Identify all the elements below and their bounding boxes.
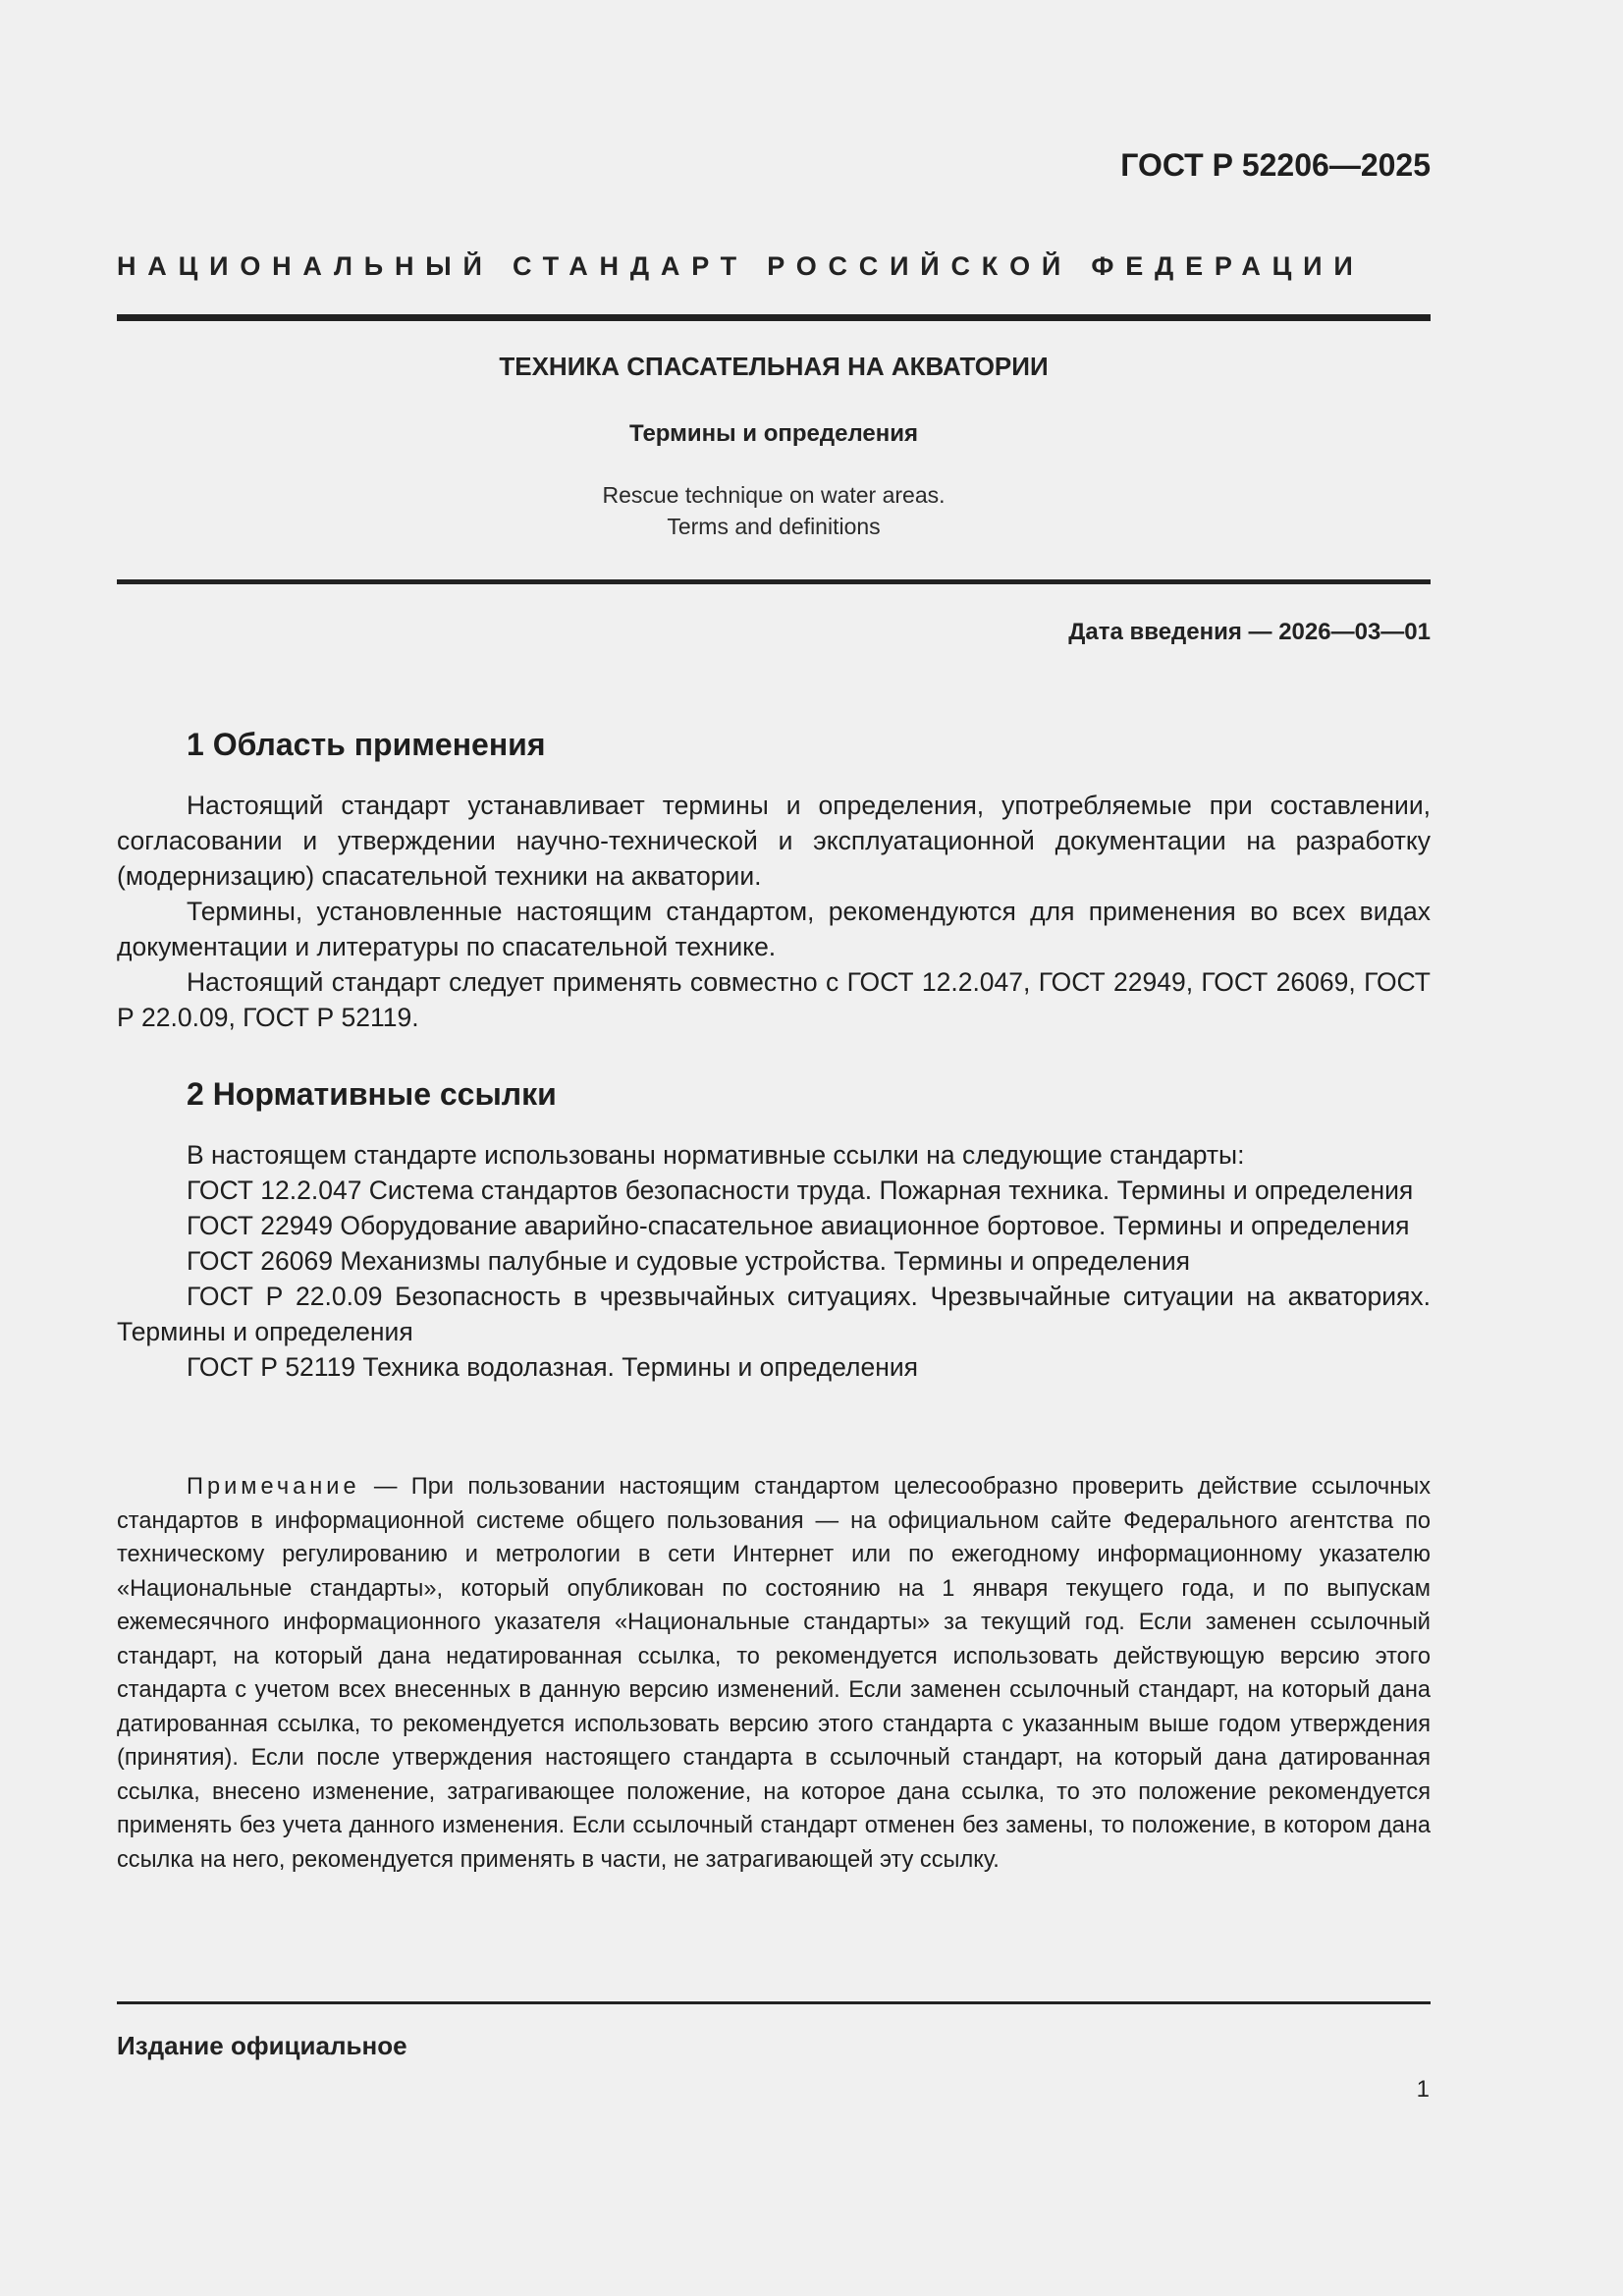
section-1-body <box>117 788 1431 1035</box>
note-label: Примечание <box>187 1474 360 1500</box>
top-rule <box>117 314 1431 321</box>
document-subtitle: Термины и определения <box>628 420 919 447</box>
references-intro: В настоящем стандарте использованы нормативные ссылки на следующие стандарты: <box>187 1140 1245 1170</box>
section-2-body <box>117 1137 1431 1385</box>
section-2-heading: 2 Нормативные ссылки <box>187 1076 557 1112</box>
edition-label: Издание официальное <box>117 2031 407 2060</box>
section-1-paragraph: Настоящий стандарт устанавливает термины и определения, употребляемые при составлении, согласовании и утверждении научно-технической и эксплуатационной документации на разработку (модернизацию) спасательной техники на акватории. <box>117 791 1431 891</box>
english-title-line-2: Terms and definitions <box>667 514 881 539</box>
reference-item: ГОСТ 26069 Механизмы палубные и судовые устройства. Термины и определения <box>187 1246 1190 1276</box>
section-1-paragraph: Настоящий стандарт следует применять совместно с ГОСТ 12.2.047, ГОСТ 22949, ГОСТ 26069, ГОСТ Р 22.0.09, ГОСТ Р 52119. <box>117 967 1431 1032</box>
introduction-date: Дата введения — 2026—03—01 <box>1068 619 1431 645</box>
page-number: 1 <box>1416 2076 1430 2103</box>
national-standard-heading: НАЦИОНАЛЬНЫЙ СТАНДАРТ РОССИЙСКОЙ ФЕДЕРАЦИИ <box>117 251 1365 281</box>
document-title: ТЕХНИКА СПАСАТЕЛЬНАЯ НА АКВАТОРИИ <box>499 352 1049 381</box>
footer-rule <box>117 2001 1431 2004</box>
section-1-paragraph: Термины, установленные настоящим стандартом, рекомендуются для применения во всех видах документации и литературы по спасательной технике. <box>117 897 1431 961</box>
reference-item: ГОСТ Р 22.0.09 Безопасность в чрезвычайных ситуациях. Чрезвычайные ситуации на акваториях. Термины и определения <box>117 1282 1431 1346</box>
reference-item: ГОСТ 12.2.047 Система стандартов безопасности труда. Пожарная техника. Термины и определения <box>187 1175 1414 1205</box>
references-note <box>117 1470 1431 1877</box>
section-1-heading: 1 Область применения <box>187 727 546 762</box>
english-title-line-1: Rescue technique on water areas. <box>602 482 946 508</box>
reference-item: ГОСТ Р 52119 Техника водолазная. Термины и определения <box>187 1352 918 1382</box>
reference-item: ГОСТ 22949 Оборудование аварийно-спасательное авиационное бортовое. Термины и определения <box>187 1211 1410 1240</box>
note-text: — При пользовании настоящим стандартом целесообразно проверить действие ссылочных стандартов в информационной системе общего пользования — на официальном сайте Федерального агентства по техническому регулированию и метрологии в сети Интернет или по ежегодному информационному указателю «Национальные стандарты», который опубликован по состоянию на 1 января текущего года, и по выпускам ежемесячного информационного указателя «Национальные стандарты» за текущий год. Если заменен ссылочный стандарт, на который дана недатированная ссылка, то рекомендуется использовать действующую версию этого стандарта с учетом всех внесенных в данную версию изменений. Если заменен ссылочный стандарт, на который дана датированная ссылка, то рекомендуется использовать версию этого стандарта с указанным выше годом утверждения (принятия). Если после утверждения настоящего стандарта в ссылочный стандарт, на который дана датированная ссылка, внесено изменение, затрагивающее положение, на которое дана ссылка, то это положение рекомендуется применять без учета данного изменения. Если ссылочный стандарт отменен без замены, то положение, в котором дана ссылка на него, рекомендуется применять в части, не затрагивающей эту ссылку. <box>117 1474 1431 1873</box>
english-title <box>117 479 1431 542</box>
document-number: ГОСТ Р 52206—2025 <box>1120 147 1431 183</box>
title-bottom-rule <box>117 579 1431 584</box>
